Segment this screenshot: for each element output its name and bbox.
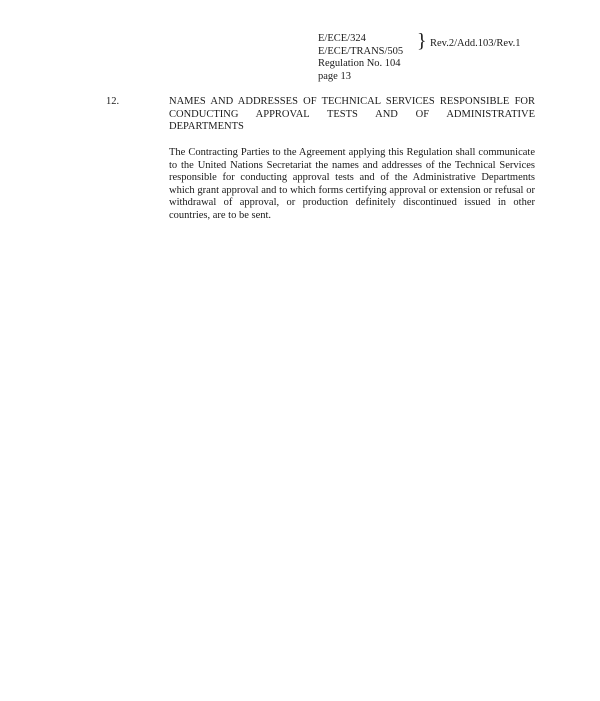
section-body: The Contracting Parties to the Agreement applying this Regulation shall communicate to the United Nations Secretariat the names and addresses of the Technical Services responsible for conducting approval tests and of the Administrative Departments which grant approval and to which forms certifying approval or extension or refusal or withdrawal of approval, or production definitely discontinued issued in other countries, are to be sent.: [169, 147, 535, 221]
section-number: 12.: [106, 96, 120, 107]
document-header: [318, 33, 403, 83]
section-heading: NAMES AND ADDRESSES OF TECHNICAL SERVICES RESPONSIBLE FOR CONDUCTING APPROVAL TESTS AND OF ADMINISTRATIVE DEPARTMENTS: [169, 96, 535, 132]
revision-reference: Rev.2/Add.103/Rev.1: [430, 38, 521, 49]
doc-symbol-ece: E/ECE/324: [318, 33, 366, 44]
page-number: page 13: [318, 70, 351, 82]
regulation-number: Regulation No. 104: [318, 58, 401, 69]
header-brace: }: [417, 30, 427, 52]
doc-symbol-trans: E/ECE/TRANS/505: [318, 45, 404, 57]
